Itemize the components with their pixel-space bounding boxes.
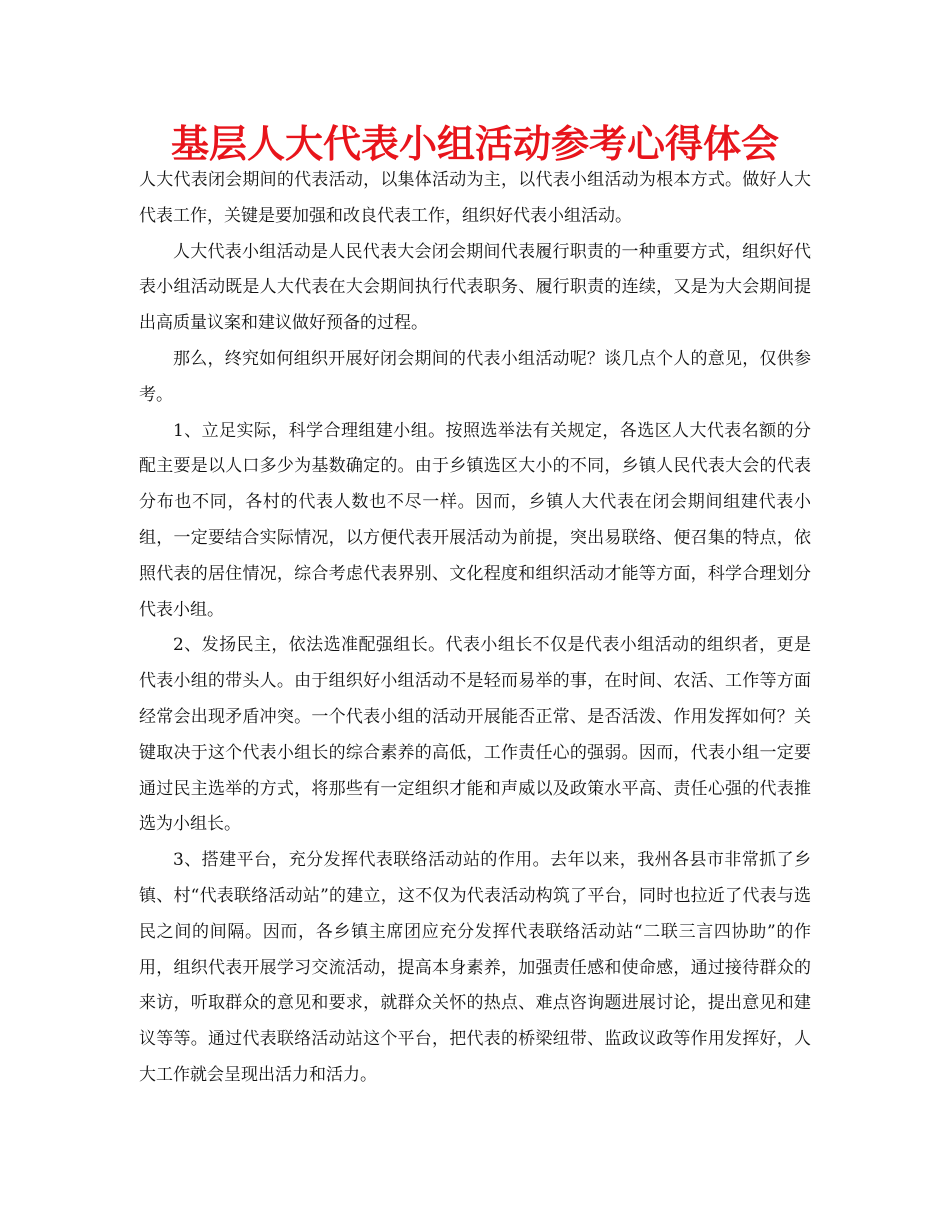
paragraph-point-3: 3、搭建平台，充分发挥代表联络活动站的作用。去年以来，我州各县市非常抓了乡镇、村“代表联络活动站”的建立，这不仅为代表活动构筑了平台，同时也拉近了代表与选民之间的间隔。因而，各乡镇主席团应充分发挥代表联络活动站“二联三言四协助”的作用，组织代表开展学习交流活动，提高本身素养，加强责任感和使命感，通过接待群众的来访，听取群众的意见和要求，就群众关怀的热点、难点咨询题进展讨论，提出意见和建议等等。通过代表联络活动站这个平台，把代表的桥梁纽带、监政议政等作用发挥好，人大工作就会呈现出活力和活力。: [139, 850, 811, 1085]
paragraph-3: 那么，终究如何组织开展好闭会期间的代表小组活动呢？谈几点个人的意见，仅供参考。: [139, 348, 811, 405]
paragraph-2: 人大代表小组活动是人民代表大会闭会期间代表履行职责的一种重要方式，组织好代表小组活动既是人大代表在大会期间执行代表职务、履行职责的连续，又是为大会期间提出高质量议案和建议做好预备的过程。: [139, 241, 811, 334]
document-body: [139, 163, 811, 1094]
paragraph-point-2: 2、发扬民主，依法选准配强组长。代表小组长不仅是代表小组活动的组织者，更是代表小组的带头人。由于组织好小组活动不是轻而易举的事，在时间、农活、工作等方面经常会出现矛盾冲突。一个代表小组的活动开展能否正常、是否活泼、作用发挥如何？关键取决于这个代表小组长的综合素养的高低，工作责任心的强弱。因而，代表小组一定要通过民主选举的方式，将那些有一定组织才能和声威以及政策水平高、责任心强的代表推选为小组长。: [139, 635, 811, 835]
paragraph-point-1: 1、立足实际，科学合理组建小组。按照选举法有关规定，各选区人大代表名额的分配主要是以人口多少为基数确定的。由于乡镇选区大小的不同，乡镇人民代表大会的代表分布也不同，各村的代表人数也不尽一样。因而，乡镇人大代表在闭会期间组建代表小组，一定要结合实际情况，以方便代表开展活动为前提，突出易联络、便召集的特点，依照代表的居住情况，综合考虑代表界别、文化程度和组织活动才能等方面，科学合理划分代表小组。: [139, 420, 811, 620]
document-title: 基层人大代表小组活动参考心得体会: [170, 122, 779, 166]
paragraph-intro: 人大代表闭会期间的代表活动，以集体活动为主，以代表小组活动为根本方式。做好人大代表工作，关键是要加强和改良代表工作，组织好代表小组活动。: [139, 170, 811, 226]
